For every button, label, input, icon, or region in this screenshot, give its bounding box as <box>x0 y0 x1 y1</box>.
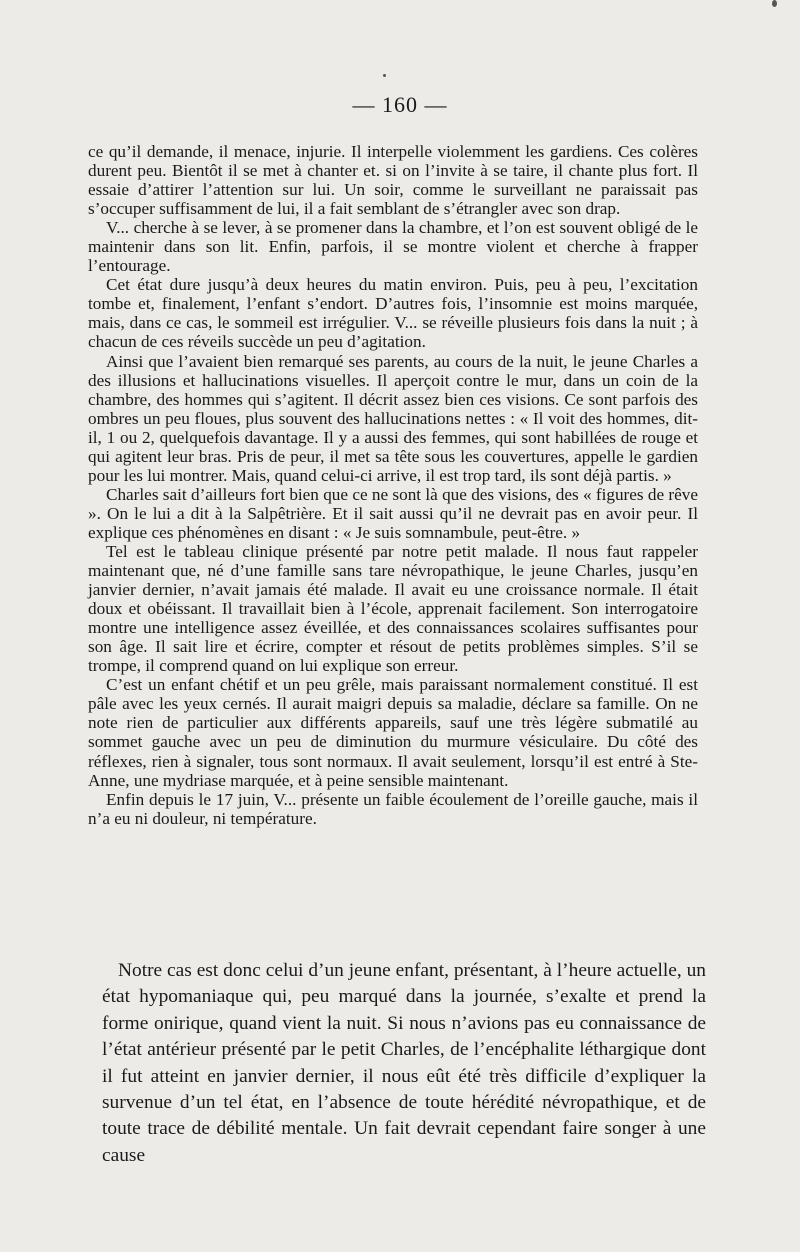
discussion-text <box>102 958 706 1169</box>
paragraph: Cet état dure jusqu’à deux heures du matin environ. Puis, peu à peu, l’excitation tombe et, finalement, l’enfant s’endort. D’autres fois, l’insomnie est moins marquée, mais, dans ce cas, le sommeil est irrégulier. V... se réveille plusieurs fois dans la nuit ; à chacun de ces réveils succède un peu d’agitation. <box>88 275 698 352</box>
scan-speck <box>772 0 777 7</box>
paragraph: C’est un enfant chétif et un peu grêle, mais paraissant normalement constitué. Il est pâle avec les yeux cernés. Il aurait maigri depuis sa maladie, déclare sa famille. On ne note rien de particulier aux différents appareils, sauf une très légère submatilé au sommet gauche avec un peu de diminution du murmure vésiculaire. Du côté des réflexes, rien à signaler, tous sont normaux. Il avait seulement, lorsqu’il est entré à Ste-Anne, une mydriase marquée, et à peine sensible maintenant. <box>88 675 698 790</box>
paragraph: Ainsi que l’avaient bien remarqué ses parents, au cours de la nuit, le jeune Charles a des illusions et hallucinations visuelles. Il aperçoit contre le mur, dans un coin de la chambre, des hommes qui s’agitent. Il décrit assez bien ces visions. Ce sont parfois des ombres un peu floues, plus souvent des hallucinations nettes : « Il voit des hommes, dit-il, 1 ou 2, quelquefois davantage. Il y a aussi des femmes, qui sont habillées de rouge et qui agitent leur bras. Pris de peur, il met sa tête sous les couvertures, appelle le gardien pour les lui montrer. Mais, quand celui-ci arrive, il est trop tard, ils sont déjà partis. » <box>88 351 698 485</box>
paragraph: V... cherche à se lever, à se promener dans la chambre, et l’on est souvent obligé de le maintenir dans son lit. Enfin, parfois, il se montre violent et cherche à frapper l’entourage. <box>88 218 698 276</box>
case-observation-text <box>88 142 698 828</box>
paragraph: Enfin depuis le 17 juin, V... présente un faible écoulement de l’oreille gauche, mais il n’a eu ni douleur, ni température. <box>88 789 698 828</box>
paragraph: Notre cas est donc celui d’un jeune enfant, présentant, à l’heure actuelle, un état hypomaniaque qui, peu marqué dans la journée, s’exalte et prend la forme onirique, quand vient la nuit. Si nous n’avions pas eu connaissance de l’état antérieur présenté par le petit Charles, de l’encéphalite léthargique dont il fut atteint en janvier dernier, il nous eût été très difficile d’expliquer la survenue d’un tel état, en l’absence de toute hérédité névropathique, et de toute trace de débilité mentale. Un fait devrait cependant faire songer à une cause <box>102 960 706 1166</box>
page-number: — 160 — <box>352 92 448 117</box>
paragraph: ce qu’il demande, il menace, injurie. Il interpelle violemment les gardiens. Ces colères durent peu. Bientôt il se met à chanter et. si on l’invite à se taire, il chante plus fort. Il essaie d’attirer l’attention sur lui. Un soir, comme le surveillant ne paraissait pas s’occuper suffisamment de lui, il a fait semblant de s’étrangler avec son drap. <box>88 142 698 219</box>
paragraph: Charles sait d’ailleurs fort bien que ce ne sont là que des visions, des « figures de rêve ». On le lui a dit à la Salpêtrière. Et il sait aussi qu’il ne devrait pas en avoir peur. Il explique ces phénomènes en disant : « Je suis somnambule, peut-être. » <box>88 484 698 542</box>
scan-speck <box>383 74 386 77</box>
paragraph: Tel est le tableau clinique présenté par notre petit malade. Il nous faut rappeler maintenant que, né d’une famille sans tare névropathique, le jeune Charles, jusqu’en janvier dernier, n’avait jamais été malade. Il avait eu une croissance normale. Il était doux et obéissant. Il travaillait bien à l’école, apprenait facilement. Son interrogatoire montre une intelligence assez éveillée, et des connaissances scolaires suffisantes pour son âge. Il sait lire et écrire, compter et résout de petits problèmes simples. S’il se trompe, il comprend quand on lui explique son erreur. <box>88 541 698 676</box>
